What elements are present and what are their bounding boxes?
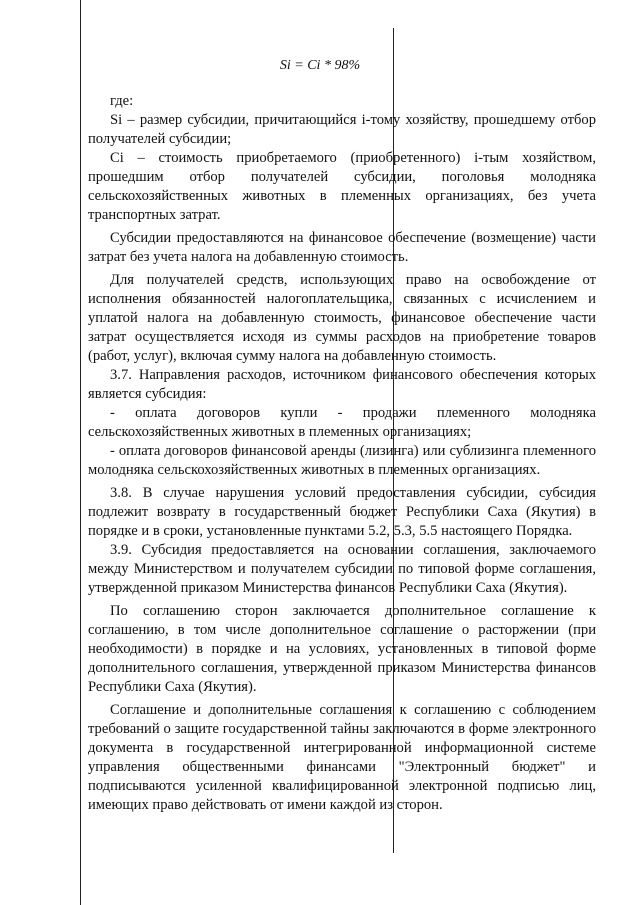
paragraph-3-8: 3.8. В случае нарушения условий предоставления субсидии, субсидия подлежит возврату в государственный бюджет Республики Саха (Якутия) в порядке и в сроки, установленные пунктами 5.2, 5.3, 5.5 настоящего Порядка. bbox=[88, 485, 596, 539]
paragraph-3-9: 3.9. Субсидия предоставляется на основании соглашения, заключаемого между Министерством и получателем субсидии по типовой форме соглашения, утвержденной приказом Министерства финансов Республики Саха (Якутия). bbox=[88, 542, 596, 596]
paragraph-vat-exemption: Для получателей средств, использующих право на освобождение от исполнения обязанностей налогоплательщика, связанных с исчислением и уплатой налога на добавленную стоимость, финансовое обеспечение части затрат осуществляется исходя из суммы расходов на приобретение товаров (работ, услуг), включая сумму налога на добавленную стоимость. bbox=[88, 272, 596, 364]
paragraph-where: где: bbox=[110, 93, 134, 109]
document-body bbox=[88, 92, 596, 815]
paragraph-additional-agreement: По соглашению сторон заключается дополнительное соглашение к соглашению, в том числе дополнительное соглашение о расторжении (при необходимости) в порядке и на условиях, установленных в типовой форме дополнительного соглашения, утвержденной приказом Министерства финансов Республики Саха (Якутия). bbox=[88, 603, 596, 695]
paragraph-si-definition: Si – размер субсидии, причитающийся i-тому хозяйству, прошедшему отбор получателей субсидии; bbox=[88, 112, 596, 147]
list-item-leasing: - оплата договоров финансовой аренды (лизинга) или сублизинга племенного молодняка сельскохозяйственных животных в племенных организациях. bbox=[88, 443, 596, 478]
left-margin-line bbox=[80, 0, 81, 905]
paragraph-ci-definition: Ci – стоимость приобретаемого (приобретенного) i-тым хозяйством, прошедшим отбор получателей субсидии, поголовья молодняка сельскохозяйственных животных в племенных организациях, без учета транспортных затрат. bbox=[88, 150, 596, 223]
paragraph-3-7: 3.7. Направления расходов, источником финансового обеспечения которых является субсидия: bbox=[88, 367, 596, 402]
list-item-purchase: - оплата договоров купли - продажи племенного молодняка сельскохозяйственных животных в племенных организациях; bbox=[88, 405, 596, 440]
paragraph-subsidy-purpose: Субсидии предоставляются на финансовое обеспечение (возмещение) части затрат без учета налога на добавленную стоимость. bbox=[88, 230, 596, 265]
paragraph-electronic-budget: Соглашение и дополнительные соглашения к соглашению с соблюдением требований о защите государственной тайны заключаются в форме электронного документа в государственной интегрированной информационной системе управления общественными финансами "Электронный бюджет" и подписываются усиленной квалифицированной электронной подписью лиц, имеющих право действовать от имени каждой из сторон. bbox=[88, 702, 596, 813]
formula: Si = Ci * 98% bbox=[279, 58, 361, 73]
